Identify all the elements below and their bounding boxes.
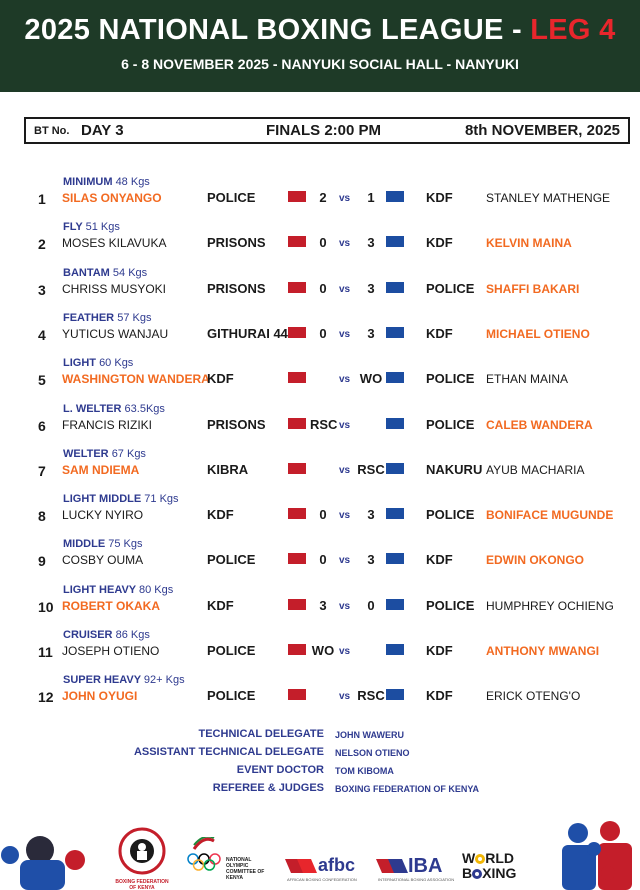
bout-row bbox=[0, 172, 640, 216]
blue-team-name: KDF bbox=[426, 643, 453, 658]
weight-class-name: BANTAM bbox=[63, 266, 110, 279]
bout-number: 9 bbox=[38, 553, 46, 570]
blue-corner-marker bbox=[386, 327, 404, 338]
weight-class bbox=[63, 221, 120, 233]
bout-row bbox=[0, 263, 640, 307]
boxer-left-image bbox=[0, 820, 100, 890]
blue-score: RSC bbox=[357, 688, 385, 704]
blue-score: 3 bbox=[367, 235, 375, 251]
blue-corner-marker bbox=[386, 236, 404, 247]
bout-row bbox=[0, 308, 640, 352]
blue-corner-marker bbox=[386, 689, 404, 700]
blue-boxer-name: KELVIN MAINA bbox=[486, 236, 572, 251]
blue-corner-marker bbox=[386, 553, 404, 564]
bt-no-label: BT No. bbox=[34, 125, 70, 137]
red-team-name: PRISONS bbox=[207, 416, 266, 432]
red-team-name: GITHURAI 44 bbox=[207, 325, 288, 341]
blue-boxer-name: BONIFACE MUGUNDE bbox=[486, 508, 614, 523]
blue-boxer-name: STANLEY MATHENGE bbox=[486, 191, 611, 205]
weight-kg: 48 Kgs bbox=[115, 176, 150, 188]
blue-team-name: KDF bbox=[426, 190, 453, 205]
weight-class bbox=[63, 403, 165, 415]
vs-label: vs bbox=[339, 328, 351, 340]
bout-row bbox=[0, 534, 640, 578]
vs-label: vs bbox=[339, 238, 351, 250]
official-name: NELSON OTIENO bbox=[335, 748, 410, 758]
weight-kg: 60 Kgs bbox=[99, 357, 134, 370]
blue-team-name: POLICE bbox=[426, 280, 475, 296]
title-main: 2025 NATIONAL BOXING LEAGUE - bbox=[24, 14, 531, 46]
bfk-logo-text: BOXING FEDERATION OF KENYA bbox=[115, 879, 169, 890]
blue-boxer-name: ETHAN MAINA bbox=[486, 372, 569, 387]
red-boxer-name: ROBERT OKAKA bbox=[62, 598, 160, 613]
blue-boxer-name: CALEB WANDERA bbox=[486, 417, 593, 432]
official-name: BOXING FEDERATION OF KENYA bbox=[335, 784, 480, 794]
header-banner bbox=[0, 0, 640, 92]
blue-boxer-name: EDWIN OKONGO bbox=[486, 553, 584, 568]
bout-number: 1 bbox=[38, 191, 46, 207]
blue-team-name: POLICE bbox=[426, 507, 475, 523]
red-score: RSC bbox=[310, 416, 338, 432]
red-corner-marker bbox=[288, 599, 306, 610]
weight-kg: 57 Kgs bbox=[117, 311, 152, 324]
bfk-logo bbox=[118, 825, 166, 887]
weight-class bbox=[63, 629, 150, 641]
blue-score: WO bbox=[359, 371, 383, 387]
weight-kg: 80 Kgs bbox=[139, 583, 174, 596]
official-name: TOM KIBOMA bbox=[335, 766, 394, 776]
afbc-wing-icon bbox=[285, 857, 317, 875]
kenya-flag-icon bbox=[192, 837, 216, 851]
red-corner-marker bbox=[288, 508, 306, 519]
iba-logo-text: IBA bbox=[408, 855, 443, 877]
vs-label: vs bbox=[339, 646, 351, 657]
bout-number: 10 bbox=[38, 598, 54, 615]
weight-class-name: FEATHER bbox=[63, 311, 115, 324]
official-title: EVENT DOCTOR bbox=[236, 764, 324, 776]
bout-row bbox=[0, 444, 640, 488]
blue-team-name: POLICE bbox=[426, 416, 475, 432]
red-score: 0 bbox=[319, 280, 327, 296]
blue-team-name: POLICE bbox=[426, 597, 475, 613]
weight-class-name: FLY bbox=[63, 221, 83, 234]
blue-boxer-name: AYUB MACHARIA bbox=[486, 462, 585, 477]
vs-label: vs bbox=[339, 419, 351, 431]
bout-row bbox=[0, 217, 640, 261]
info-bar bbox=[24, 117, 630, 144]
red-score: 0 bbox=[319, 235, 327, 251]
red-score: 0 bbox=[319, 325, 327, 341]
red-corner-marker bbox=[288, 418, 306, 429]
weight-class-name: L. WELTER bbox=[63, 402, 122, 415]
iba-logo-sub: INTERNATIONAL BOXING ASSOCIATION bbox=[378, 877, 455, 882]
blue-corner-marker bbox=[386, 372, 404, 383]
red-corner-marker bbox=[288, 236, 306, 247]
red-boxer-name: SILAS ONYANGO bbox=[62, 191, 162, 205]
olympic-rings-icon bbox=[186, 851, 222, 873]
bout-row bbox=[0, 670, 640, 714]
weight-kg: 75 Kgs bbox=[108, 538, 143, 551]
noc-logo-text: NATIONAL OLYMPIC COMMITTEE OF KENYA bbox=[226, 857, 265, 881]
blue-score: RSC bbox=[357, 461, 385, 477]
vs-label: vs bbox=[339, 555, 351, 567]
day-label: DAY 3 bbox=[81, 122, 124, 139]
weight-class bbox=[63, 312, 151, 324]
red-score: 0 bbox=[319, 552, 327, 568]
official-title: REFEREE & JUDGES bbox=[212, 782, 324, 794]
red-boxer-name: LUCKY NYIRO bbox=[62, 508, 144, 523]
blue-score: 0 bbox=[367, 597, 375, 613]
blue-corner-marker bbox=[386, 644, 404, 655]
bout-number: 2 bbox=[38, 236, 46, 253]
weight-class bbox=[63, 448, 146, 460]
blue-team-name: NAKURU bbox=[426, 461, 483, 477]
weight-kg: 63.5Kgs bbox=[124, 402, 165, 415]
weight-kg: 86 Kgs bbox=[115, 629, 150, 641]
red-team-name: KIBRA bbox=[207, 461, 249, 477]
officials-list bbox=[0, 728, 640, 800]
weight-class-name: CRUISER bbox=[63, 629, 113, 641]
bout-number: 11 bbox=[38, 644, 53, 660]
blue-score: 3 bbox=[367, 507, 375, 523]
bout-number: 3 bbox=[38, 281, 46, 298]
weight-class-name: WELTER bbox=[63, 447, 109, 460]
weight-class-name: LIGHT HEAVY bbox=[63, 583, 136, 596]
official-row bbox=[0, 764, 640, 782]
bout-number: 12 bbox=[38, 689, 54, 706]
red-team-name: POLICE bbox=[207, 688, 256, 704]
afbc-logo-text: afbc bbox=[318, 855, 356, 875]
red-boxer-name: CHRISS MUSYOKI bbox=[62, 281, 167, 296]
blue-score: 3 bbox=[367, 280, 375, 296]
blue-team-name: KDF bbox=[426, 552, 453, 568]
official-title: TECHNICAL DELEGATE bbox=[198, 728, 324, 740]
official-row bbox=[0, 746, 640, 764]
weight-class bbox=[63, 674, 185, 686]
weight-class-name: SUPER HEAVY bbox=[63, 674, 141, 687]
event-date: 8th NOVEMBER, 2025 bbox=[464, 122, 620, 139]
red-corner-marker bbox=[288, 463, 306, 474]
bout-row bbox=[0, 399, 640, 443]
red-team-name: KDF bbox=[207, 597, 234, 613]
blue-team-name: KDF bbox=[426, 325, 453, 341]
page-subtitle: 6 - 8 NOVEMBER 2025 - NANYUKI SOCIAL HALL - NANYUKI bbox=[121, 56, 519, 72]
red-score: 0 bbox=[319, 507, 327, 523]
world-boxing-o-icon bbox=[475, 854, 485, 864]
blue-boxer-name: ANTHONY MWANGI bbox=[486, 644, 600, 658]
bout-number: 4 bbox=[38, 326, 46, 343]
weight-class bbox=[63, 357, 133, 369]
red-score: WO bbox=[311, 643, 335, 658]
red-boxer-name: JOHN OYUGI bbox=[62, 689, 138, 704]
bout-row bbox=[0, 353, 640, 397]
blue-boxer-name: ERICK OTENG'O bbox=[486, 689, 581, 704]
world-boxing-logo: W RLD B XING bbox=[462, 850, 517, 881]
bout-number: 5 bbox=[38, 372, 46, 389]
red-team-name: PRISONS bbox=[207, 235, 266, 251]
red-team-name: POLICE bbox=[207, 552, 256, 568]
blue-score: 1 bbox=[367, 190, 375, 205]
red-team-name: KDF bbox=[207, 371, 234, 387]
weight-kg: 92+ Kgs bbox=[143, 674, 185, 687]
weight-class bbox=[63, 267, 147, 279]
bout-number: 8 bbox=[38, 508, 46, 525]
blue-corner-marker bbox=[386, 191, 404, 202]
vs-label: vs bbox=[339, 374, 351, 386]
red-boxer-name: MOSES KILAVUKA bbox=[62, 236, 167, 251]
red-team-name: PRISONS bbox=[207, 280, 266, 296]
red-team-name: POLICE bbox=[207, 643, 256, 658]
boxers-right-image bbox=[548, 815, 640, 890]
weight-kg: 54 Kgs bbox=[112, 266, 148, 279]
vs-label: vs bbox=[339, 691, 351, 703]
weight-class bbox=[63, 493, 179, 505]
official-row bbox=[0, 728, 640, 746]
bout-number: 6 bbox=[38, 417, 46, 434]
blue-corner-marker bbox=[386, 418, 404, 429]
page-title bbox=[0, 14, 640, 47]
red-boxer-name: COSBY OUMA bbox=[62, 553, 144, 568]
blue-corner-marker bbox=[386, 508, 404, 519]
blue-team-name: POLICE bbox=[426, 371, 475, 387]
red-boxer-name: JOSEPH OTIENO bbox=[62, 644, 160, 658]
weight-kg: 51 Kgs bbox=[85, 221, 120, 234]
red-corner-marker bbox=[288, 644, 306, 655]
world-boxing-o-icon bbox=[472, 869, 482, 879]
weight-kg: 71 Kgs bbox=[144, 493, 179, 506]
weight-kg: 67 Kgs bbox=[111, 447, 146, 460]
iba-wing-icon bbox=[376, 857, 408, 875]
vs-label: vs bbox=[339, 600, 351, 612]
vs-label: vs bbox=[339, 464, 351, 476]
red-boxer-name: SAM NDIEMA bbox=[62, 462, 140, 477]
blue-corner-marker bbox=[386, 282, 404, 293]
blue-score: 3 bbox=[367, 325, 375, 341]
blue-corner-marker bbox=[386, 599, 404, 610]
red-corner-marker bbox=[288, 282, 306, 293]
red-score: 2 bbox=[319, 190, 327, 205]
weight-class-name: LIGHT MIDDLE bbox=[63, 493, 142, 506]
red-boxer-name: WASHINGTON WANDERA bbox=[62, 372, 210, 387]
blue-boxer-name: SHAFFI BAKARI bbox=[486, 281, 580, 296]
afbc-logo-sub: AFRICAN BOXING CONFEDERATION bbox=[287, 877, 357, 882]
bout-row bbox=[0, 489, 640, 533]
bout-row bbox=[0, 580, 640, 624]
title-leg: LEG 4 bbox=[530, 14, 616, 46]
red-corner-marker bbox=[288, 553, 306, 564]
red-corner-marker bbox=[288, 689, 306, 700]
bout-number: 7 bbox=[38, 462, 46, 479]
weight-class bbox=[63, 538, 142, 550]
blue-boxer-name: MICHAEL OTIENO bbox=[486, 326, 590, 341]
weight-class bbox=[63, 176, 150, 188]
weight-class-name: LIGHT bbox=[63, 357, 96, 370]
vs-label: vs bbox=[339, 193, 351, 204]
red-boxer-name: YUTICUS WANJAU bbox=[62, 326, 169, 341]
weight-class-name: MINIMUM bbox=[63, 176, 113, 188]
sponsor-footer bbox=[0, 815, 640, 890]
weight-class-name: MIDDLE bbox=[63, 538, 106, 551]
red-team-name: KDF bbox=[207, 507, 234, 523]
bout-row bbox=[0, 625, 640, 669]
blue-corner-marker bbox=[386, 463, 404, 474]
red-score: 3 bbox=[319, 597, 327, 613]
red-boxer-name: FRANCIS RIZIKI bbox=[62, 417, 153, 432]
red-team-name: POLICE bbox=[207, 190, 256, 205]
vs-label: vs bbox=[339, 283, 351, 295]
blue-score: 3 bbox=[367, 552, 375, 568]
blue-boxer-name: HUMPHREY OCHIENG bbox=[486, 598, 614, 613]
weight-class bbox=[63, 584, 173, 596]
red-corner-marker bbox=[288, 372, 306, 383]
official-title: ASSISTANT TECHNICAL DELEGATE bbox=[133, 746, 324, 758]
vs-label: vs bbox=[339, 510, 351, 522]
blue-team-name: KDF bbox=[426, 688, 453, 704]
blue-team-name: KDF bbox=[426, 235, 453, 251]
red-corner-marker bbox=[288, 191, 306, 202]
official-name: JOHN WAWERU bbox=[335, 730, 405, 740]
finals-time: FINALS 2:00 PM bbox=[266, 122, 382, 139]
red-corner-marker bbox=[288, 327, 306, 338]
official-row bbox=[0, 782, 640, 800]
